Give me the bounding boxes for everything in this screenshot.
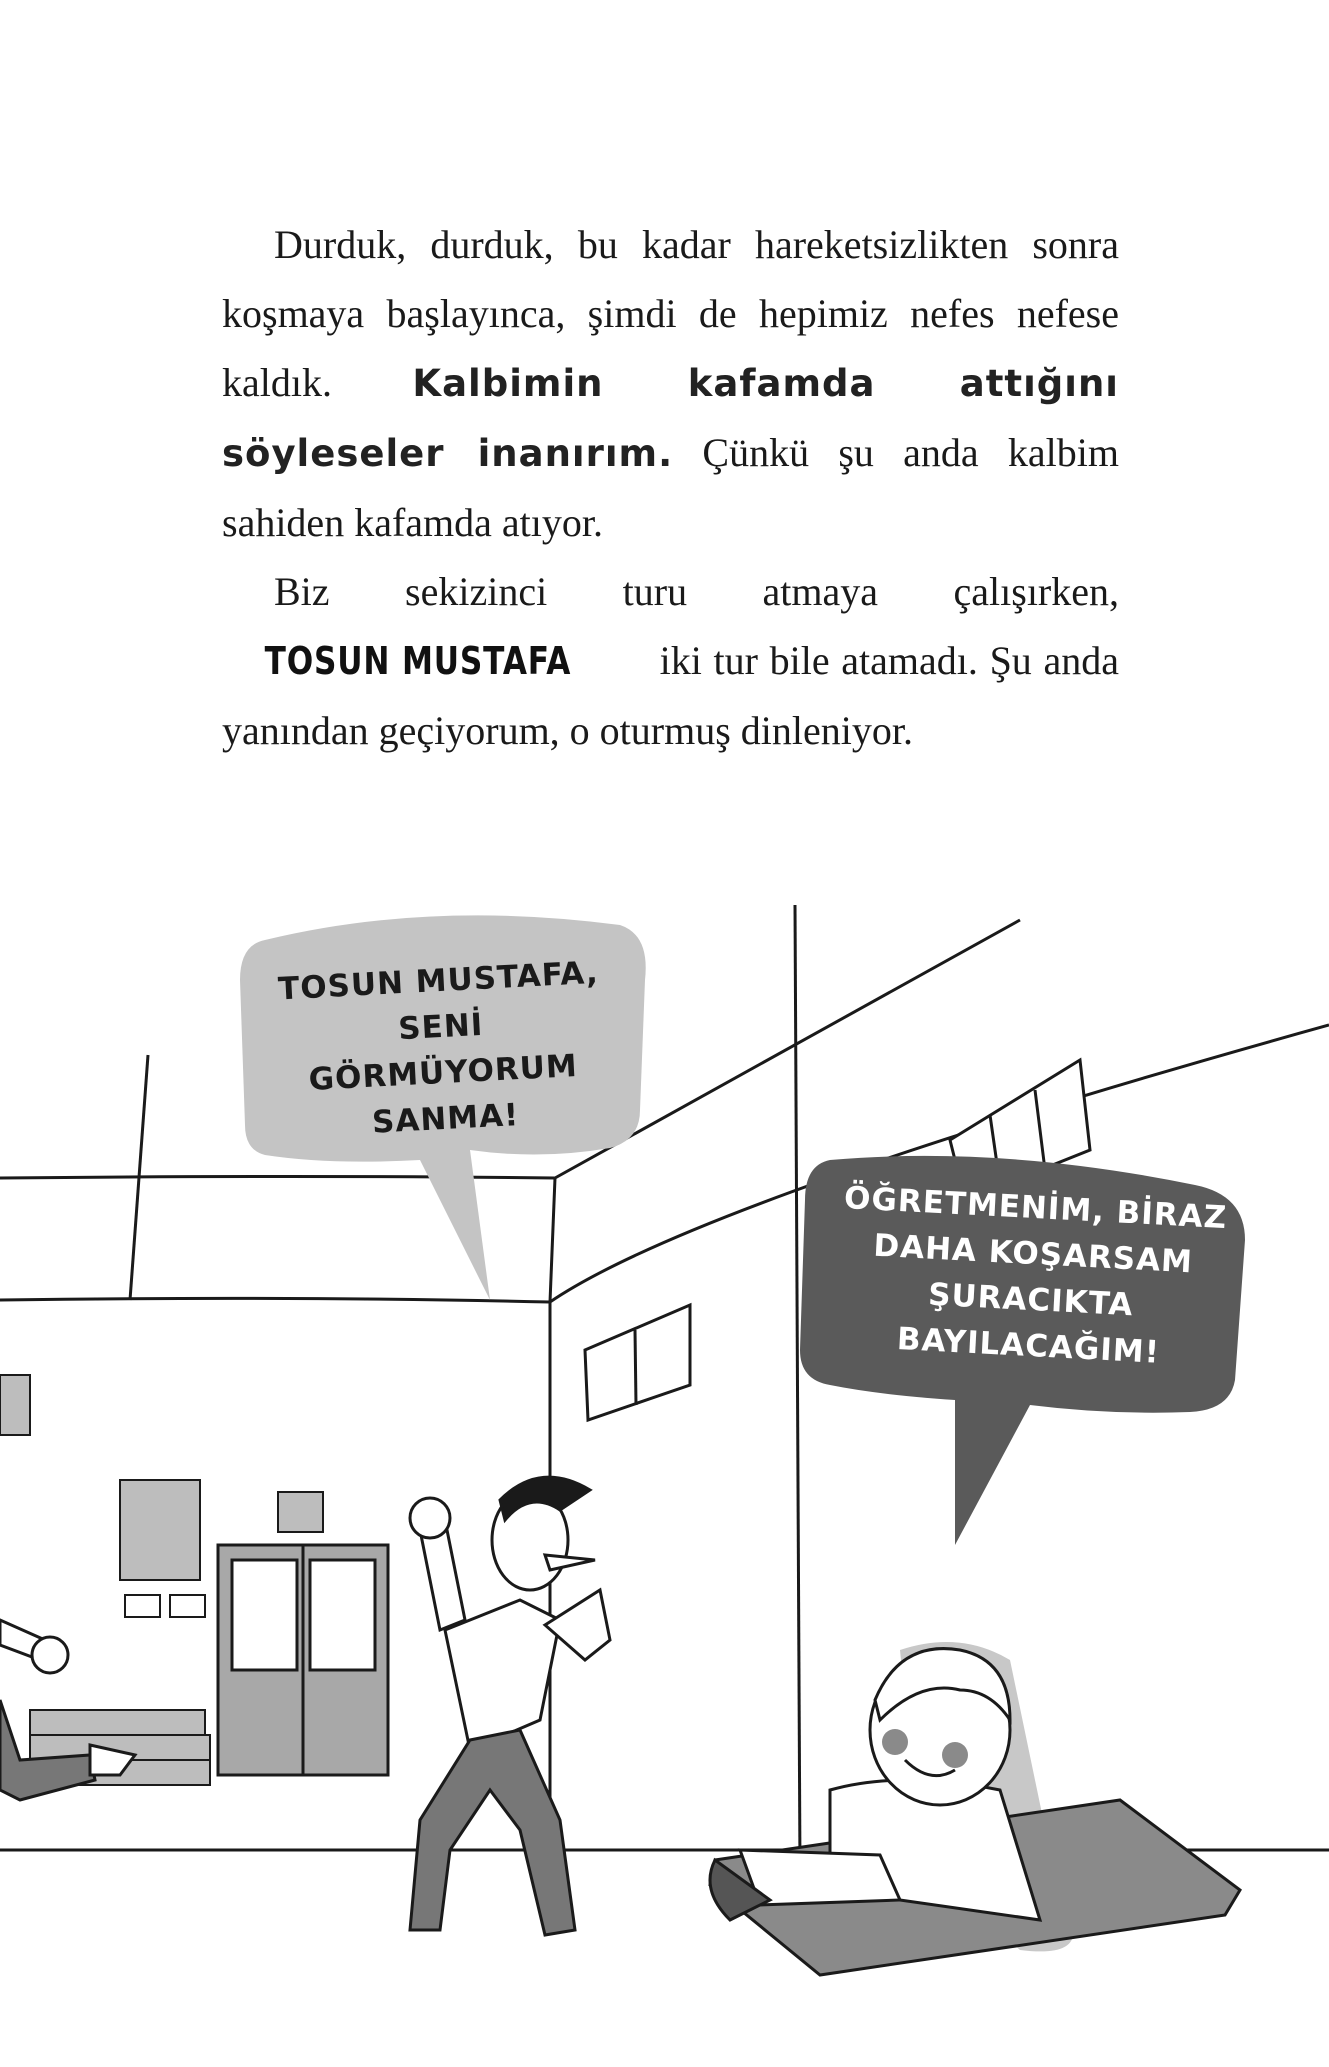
light-switches — [125, 1595, 205, 1617]
character-name: TOSUN MUSTAFA — [264, 639, 572, 683]
window-middle — [585, 1305, 690, 1420]
student-speech-line: ÖĞRETMENİM, BİRAZ — [843, 1180, 1228, 1237]
emphasis-text: Kalbimin kafamda attığını söyleseler inanırım. — [222, 362, 1119, 475]
double-door — [218, 1545, 388, 1775]
student-speech-text — [827, 1175, 1236, 1380]
body-text — [222, 210, 1119, 765]
wall-frame — [0, 1375, 30, 1435]
paragraph-2-text-end: iki tur bile atamadı. Şu anda yanından geçiyorum, o oturmuş dinleniyor. — [222, 638, 1119, 753]
teacher-speech-text — [257, 949, 626, 1152]
teacher-speech-line: TOSUN MUSTAFA, — [277, 954, 600, 1008]
student-speech-line: DAHA KOŞARSAM — [872, 1227, 1194, 1281]
teacher-speech-line: SENİ GÖRMÜYORUM — [307, 1006, 579, 1098]
gym-illustration — [0, 880, 1329, 1980]
student-speech-line: BAYILACAĞIM! — [896, 1321, 1161, 1371]
wall-poster — [120, 1480, 200, 1580]
teacher-character — [410, 1477, 610, 1935]
paragraph-2 — [222, 557, 1119, 765]
paragraph-1-text: Durduk, durduk, bu kadar hareketsizlikten sonra koşmaya başlayınca, şimdi de hepimiz nefes nefese kaldık. — [222, 222, 1119, 405]
paragraph-1 — [222, 210, 1119, 557]
paragraph-1-text-end: Çünkü şu anda kalbim sahiden kafamda atıyor. — [222, 430, 1119, 545]
wall-sign — [278, 1492, 323, 1532]
teacher-speech-line: SANMA! — [371, 1097, 521, 1141]
student-speech-line: ŞURACIKTA — [927, 1276, 1135, 1324]
paragraph-2-text: Biz sekizinci turu atmaya çalışırken, — [274, 569, 1119, 614]
